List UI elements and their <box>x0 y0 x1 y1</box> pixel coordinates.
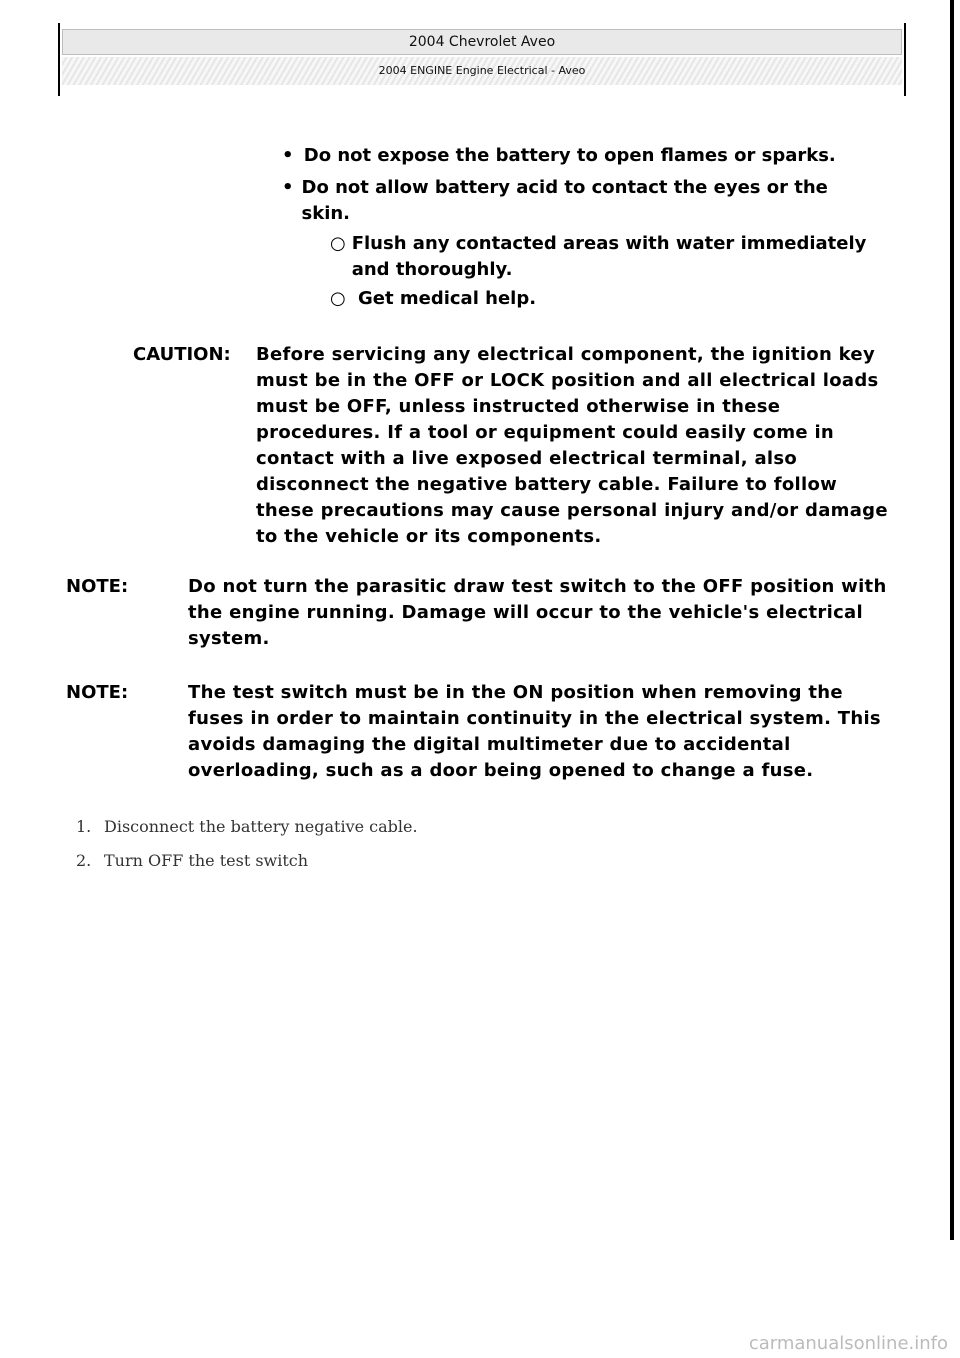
note-text: Do not turn the parasitic draw test switch to the OFF position with the engine running. Damage will occur to the vehicle's electrical system. <box>188 576 887 649</box>
bullet-dot-icon: • <box>282 177 294 198</box>
caution-label: CAUTION: <box>133 344 231 365</box>
circle-bullet-icon: ○ <box>330 288 346 309</box>
procedure-steps <box>76 810 418 878</box>
bullet-item <box>282 143 882 169</box>
note-label: NOTE: <box>66 682 129 703</box>
page-header <box>58 23 906 96</box>
header-right-rule <box>904 23 906 96</box>
right-border-rule <box>950 0 954 1240</box>
procedure-step <box>76 844 418 878</box>
sub-bullet-item <box>330 286 895 312</box>
bullet-item <box>282 175 882 227</box>
watermark: carmanualsonline.info <box>748 1333 948 1354</box>
step-number: 2. <box>76 851 92 870</box>
sub-bullet-text: Get medical help. <box>358 288 537 309</box>
sub-bullet-text: Flush any contacted areas with water immediately and thoroughly. <box>351 233 867 280</box>
header-left-rule <box>58 23 60 96</box>
step-number: 1. <box>76 817 92 836</box>
step-text: Turn OFF the test switch <box>104 851 309 870</box>
sub-bullet-item <box>330 231 895 283</box>
bullet-text: Do not allow battery acid to contact the eyes or the skin. <box>301 177 828 224</box>
procedure-step <box>76 810 418 844</box>
document-subtitle: 2004 ENGINE Engine Electrical - Aveo <box>62 57 902 85</box>
step-text: Disconnect the battery negative cable. <box>104 817 418 836</box>
note-label: NOTE: <box>66 576 129 597</box>
caution-text: Before servicing any electrical component, the ignition key must be in the OFF or LOCK position and all electrical loads must be OFF, unless instructed otherwise in these procedures. If a tool or equipment could easily come in contact with a live exposed electrical terminal, also disconnect the negative battery cable. Failure to follow these precautions may cause personal injury and/or damage to the vehicle or its components. <box>256 344 888 547</box>
bullet-text: Do not expose the battery to open flames or sparks. <box>303 145 836 166</box>
note-text: The test switch must be in the ON position when removing the fuses in order to maintain continuity in the electrical system. This avoids damaging the digital multimeter due to accidental overloading, such as a door being opened to change a fuse. <box>188 682 881 781</box>
bullet-dot-icon: • <box>282 145 294 166</box>
circle-bullet-icon: ○ <box>330 233 346 254</box>
document-title: 2004 Chevrolet Aveo <box>62 29 902 55</box>
